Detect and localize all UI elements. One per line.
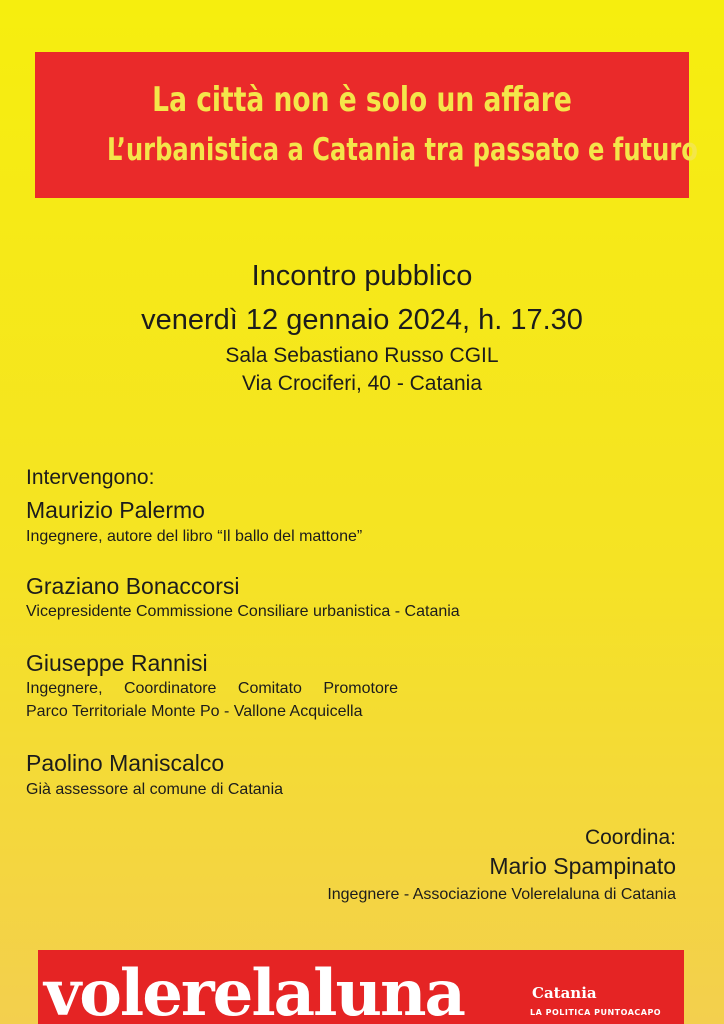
event-date-time: venerdì 12 gennaio 2024, h. 17.30 (141, 304, 583, 336)
speaker-role: Ingegnere, Coordinatore Comitato Promotore (26, 680, 399, 697)
logo-city: Catania (532, 984, 597, 1002)
footer-logo-band (38, 950, 684, 1024)
coordinator-role: Ingegnere - Associazione Volerelaluna di Catania (327, 886, 676, 903)
title-banner (35, 52, 698, 198)
logo-wordmark: volerelaluna (44, 956, 464, 1024)
logo-tagline: LA POLITICA PUNTOACAPO (530, 1008, 662, 1017)
page-title: La città non è solo un affare (152, 80, 572, 120)
event-address: Via Crociferi, 40 - Catania (241, 372, 483, 395)
speakers-intro-label: Intervengono: (26, 466, 155, 489)
speaker-role: Vicepresidente Commissione Consiliare urbanistica - Catania (26, 603, 460, 620)
page-subtitle: L’urbanistica a Catania tra passato e futuro (106, 132, 698, 168)
speaker-role: Ingegnere, autore del libro “Il ballo del mattone” (26, 528, 363, 545)
speaker-name: Giuseppe Rannisi (26, 650, 208, 676)
event-type: Incontro pubblico (251, 260, 473, 292)
coordinator-name: Mario Spampinato (489, 853, 676, 879)
coordinator-label: Coordina: (584, 826, 676, 849)
speaker-name: Paolino Maniscalco (26, 750, 225, 776)
speaker-role: Parco Territoriale Monte Po - Vallone Acquicella (26, 703, 363, 720)
speaker-name: Graziano Bonaccorsi (26, 573, 240, 599)
speaker-name: Maurizio Palermo (26, 497, 205, 523)
speaker-role: Già assessore al comune di Catania (26, 781, 284, 798)
event-venue: Sala Sebastiano Russo CGIL (225, 344, 499, 367)
